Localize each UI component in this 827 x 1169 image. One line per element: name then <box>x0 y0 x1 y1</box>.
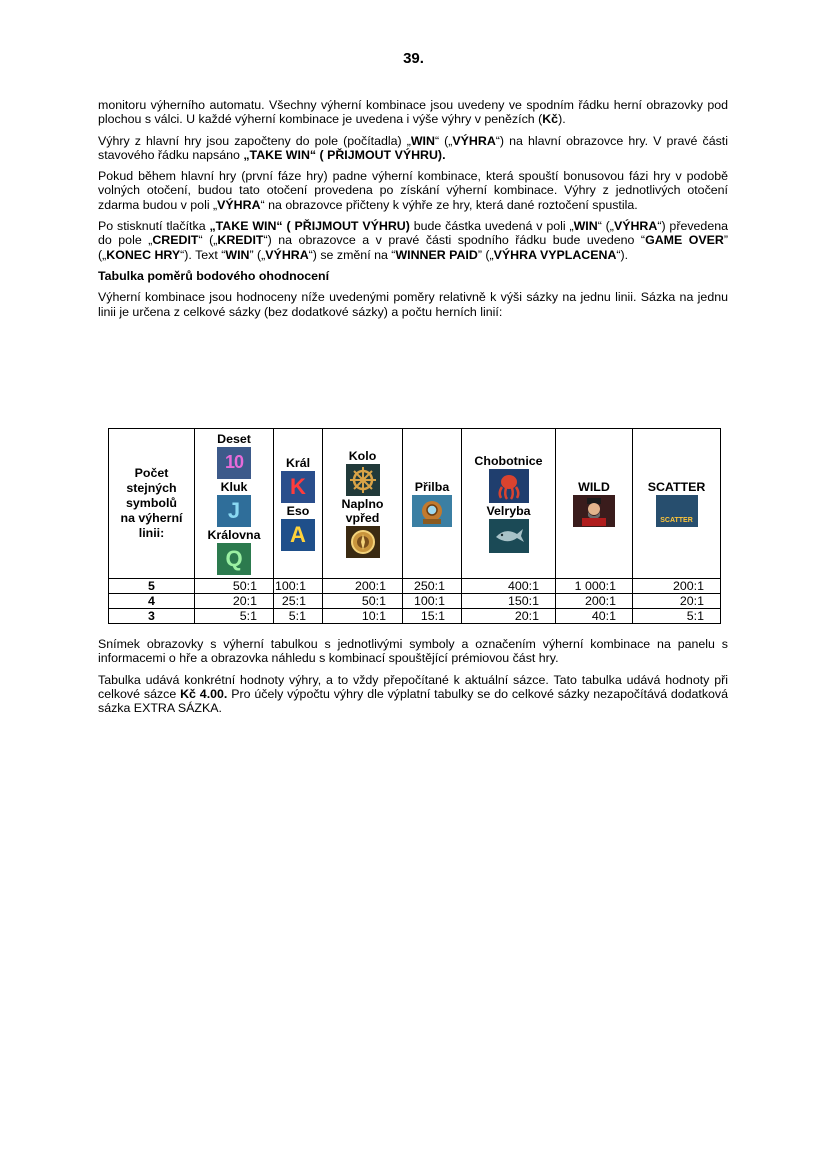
row-value: 400:1 <box>462 579 556 594</box>
row-value: 200:1 <box>323 579 403 594</box>
bold-text: WIN <box>225 247 250 262</box>
paragraph: Tabulka udává konkrétní hodnoty výhry, a to vždy přepočítané k aktuální sázce. Tato tabulka udává hodnoty při celkové sázce Kč 4.00. Pro účely výpočtu výhry dle výplatní tabulky se do celkové sázky nezapočítává dodatková sázka EXTRA SÁZKA. <box>98 672 729 716</box>
bold-text: WIN <box>410 133 435 148</box>
after-table-text <box>98 637 728 722</box>
symbol-label: Deset <box>217 431 251 446</box>
symbol-col-3 <box>323 429 403 579</box>
bold-text: VÝHRA <box>452 133 496 148</box>
row-value: 20:1 <box>633 594 721 609</box>
paytable <box>108 428 721 624</box>
bold-text: VÝHRA <box>613 219 658 234</box>
row-count: 5 <box>109 579 195 594</box>
scatter-ship-icon: SCATTER <box>656 495 698 527</box>
row-value: 20:1 <box>462 609 556 624</box>
bold-text: VÝHRA <box>217 197 261 212</box>
symbol-label: SCATTER <box>647 479 706 494</box>
symbol-label: Přilba <box>414 479 450 494</box>
symbol-col-5 <box>462 429 556 579</box>
symbol-col-2 <box>274 429 323 579</box>
row-value: 150:1 <box>462 594 556 609</box>
octopus-icon <box>489 469 529 503</box>
bold-text: GAME OVER <box>645 233 724 248</box>
jack-icon: J <box>217 495 251 527</box>
king-icon: K <box>281 471 315 503</box>
intro-paragraph: Výherní kombinace jsou hodnoceny níže uvedenými poměry relativně k výši sázky na jednu linii. Sázka na jednu linii je určena z celkové sázky (bez dodatkové sázky) a počtu herních linií: <box>98 290 728 319</box>
row-value: 50:1 <box>323 594 403 609</box>
symbol-col-4 <box>403 429 462 579</box>
bold-text: WIN <box>573 219 598 234</box>
paragraph: Výhry z hlavní hry jsou započteny do pole (počítadla) „WIN“ („VÝHRA“) na hlavní obrazovce hry. V pravé části stavového řádku napsáno „TAKE WIN“ ( PŘIJMOUT VÝHRU). <box>98 133 728 162</box>
bold-text: „TAKE WIN“ ( PŘIJMOUT VÝHRU) <box>209 219 410 234</box>
row-value: 5:1 <box>274 609 323 624</box>
bold-text: KONEC HRY <box>106 247 181 262</box>
row-count: 3 <box>109 609 195 624</box>
paragraph: monitoru výherního automatu. Všechny výherní kombinace jsou uvedeny ve spodním řádku herní obrazovky pod plochou s válci. U každé výherní kombinace je uvedena i výše výhry v penězích (Kč). <box>98 98 728 127</box>
symbol-col-7 <box>633 429 721 579</box>
symbol-label: Kluk <box>220 479 248 494</box>
captain-wild-icon <box>573 495 615 527</box>
ace-icon: A <box>281 519 315 551</box>
paytable-header-row <box>109 429 721 579</box>
whale-icon <box>489 519 529 553</box>
symbol-label: Kolo <box>348 448 377 463</box>
page-number: 39. <box>403 50 424 67</box>
ship-wheel-icon <box>346 464 380 496</box>
paytable-row <box>109 594 721 609</box>
paragraph: Snímek obrazovky s výherní tabulkou s jednotlivými symboly a označením výherní kombinace na panelu s informacemi o hře a obrazovka náhledu s kombinací spouštějící prémiovou část hry. <box>98 637 728 666</box>
paytable-row <box>109 579 721 594</box>
row-value: 5:1 <box>633 609 721 624</box>
bold-text: VÝHRA <box>265 247 309 262</box>
row-value: 5:1 <box>195 609 274 624</box>
row-value: 15:1 <box>403 609 462 624</box>
count-header: Počet stejných symbolů na výherní linii: <box>109 429 195 579</box>
row-value: 100:1 <box>403 594 462 609</box>
row-value: 10:1 <box>323 609 403 624</box>
section-heading: Tabulka poměrů bodového ohodnocení <box>98 268 330 283</box>
symbol-col-1 <box>195 429 274 579</box>
row-value: 25:1 <box>274 594 323 609</box>
row-value: 250:1 <box>403 579 462 594</box>
symbol-label: Naplno vpřed <box>341 496 384 525</box>
paragraph: Po stisknutí tlačítka „TAKE WIN“ ( PŘIJMOUT VÝHRU) bude částka uvedená v poli „WIN“ („VÝHRA“) převedena do pole „CREDIT“ („KREDIT“) na obrazovce a v pravé části spodního řádku bude uvedeno “GAME OVER” („KONEC HRY“). Text “WIN” („VÝHRA“) se změní na “WINNER PAID” („VÝHRA VYPLACENA“). <box>98 219 728 262</box>
symbol-label: Eso <box>286 503 310 518</box>
diving-helmet-icon <box>412 495 452 527</box>
row-count: 4 <box>109 594 195 609</box>
bold-text: Kč 4.00. <box>180 686 228 701</box>
symbol-label: Král <box>285 455 311 470</box>
row-value: 100:1 <box>274 579 323 594</box>
row-value: 50:1 <box>195 579 274 594</box>
ten-icon: 10 <box>217 447 251 479</box>
symbol-label: Královna <box>207 527 261 542</box>
queen-icon: Q <box>217 543 251 575</box>
bold-text: WINNER PAID <box>395 247 478 262</box>
bold-text: VÝHRA VYPLACENA <box>493 247 617 262</box>
row-value: 40:1 <box>556 609 633 624</box>
bold-text: CREDIT <box>152 233 199 248</box>
row-value: 200:1 <box>556 594 633 609</box>
symbol-label: WILD <box>578 479 610 494</box>
body-text <box>98 98 728 326</box>
symbol-col-6 <box>556 429 633 579</box>
paytable-row <box>109 609 721 624</box>
bold-text: KREDIT <box>217 233 264 248</box>
paragraph: Pokud během hlavní hry (první fáze hry) padne výherní kombinace, která spouští bonusovou fázi hry v podobě volných otočení, budou tato otočení provedena po získání výherní kombinace. Výhry z jednotlivých otočení zdarma budou v poli „VÝHRA“ na obrazovce přičteny k výhře ze hry, která dané roztočení spustila. <box>98 169 728 212</box>
bold-text: Kč <box>542 112 559 127</box>
bold-text: „TAKE WIN“ ( PŘIJMOUT VÝHRU). <box>243 147 446 162</box>
symbol-label: Chobotnice <box>474 453 543 468</box>
row-value: 1 000:1 <box>556 579 633 594</box>
row-value: 20:1 <box>195 594 274 609</box>
compass-icon <box>346 526 380 558</box>
row-value: 200:1 <box>633 579 721 594</box>
symbol-label: Velryba <box>486 503 531 518</box>
